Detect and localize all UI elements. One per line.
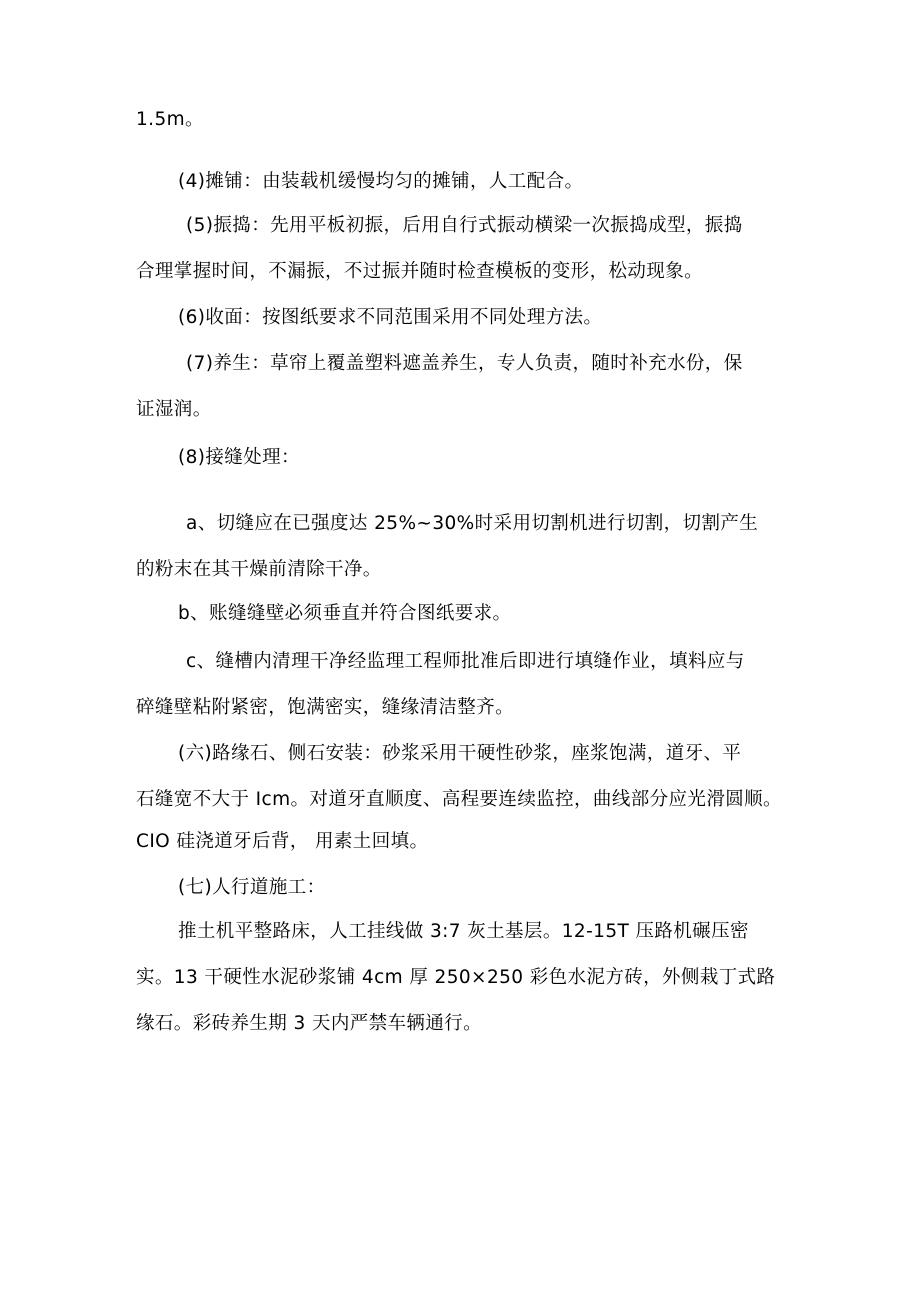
text-line: (4)摊铺：由装载机缓慢均匀的摊铺，人工配合。 — [178, 171, 584, 192]
text-line: 缘石。彩砖养生期 3 天内严禁车辆通行。 — [136, 1013, 483, 1034]
text-line: c、缝槽内清理干净经监理工程师批准后即进行填缝作业，填料应与 — [186, 651, 745, 672]
text-line: (七)人行道施工： — [178, 877, 326, 898]
text-line: 实。13 干硬性水泥砂浆铺 4cm 厚 250×250 彩色水泥方砖，外侧栽丁式路 — [136, 967, 776, 988]
text-line: (六)路缘石、侧石安装：砂浆采用干硬性砂浆，座浆饱满，道牙、平 — [178, 743, 742, 764]
text-line: CIO 硅浇道牙后背， 用素土回填。 — [136, 831, 429, 852]
text-line: (5)振捣：先用平板初振，后用自行式振动横梁一次振捣成型，振捣 — [186, 215, 743, 236]
text-line: 合理掌握时间，不漏振，不过振并随时检查模板的变形，松动现象。 — [136, 261, 704, 282]
text-line: 推土机平整路床，人工挂线做 3:7 灰土基层。12-15T 压路机碾压密 — [178, 921, 749, 942]
text-line: (6)收面：按图纸要求不同范围采用不同处理方法。 — [178, 307, 603, 328]
text-line: 石缝宽不大于 Icm。对道牙直顺度、高程要连续监控，曲线部分应光滑圆顺。 — [136, 789, 782, 810]
text-line: 1.5m。 — [136, 109, 204, 130]
text-line: a、切缝应在已强度达 25%~30%时采用切割机进行切割，切割产生 — [186, 513, 759, 534]
text-line: (8)接缝处理： — [178, 447, 300, 468]
text-line: 证湿润。 — [136, 399, 212, 420]
text-line: 的粉末在其干燥前清除干净。 — [136, 559, 382, 580]
text-line: 碎缝壁粘附紧密，饱满密实，缝缘清洁整齐。 — [136, 697, 515, 718]
text-line: b、账缝缝壁必须垂直并符合图纸要求。 — [178, 603, 512, 624]
text-line: (7)养生：草帘上覆盖塑料遮盖养生，专人负责，随时补充水份，保 — [186, 353, 743, 374]
